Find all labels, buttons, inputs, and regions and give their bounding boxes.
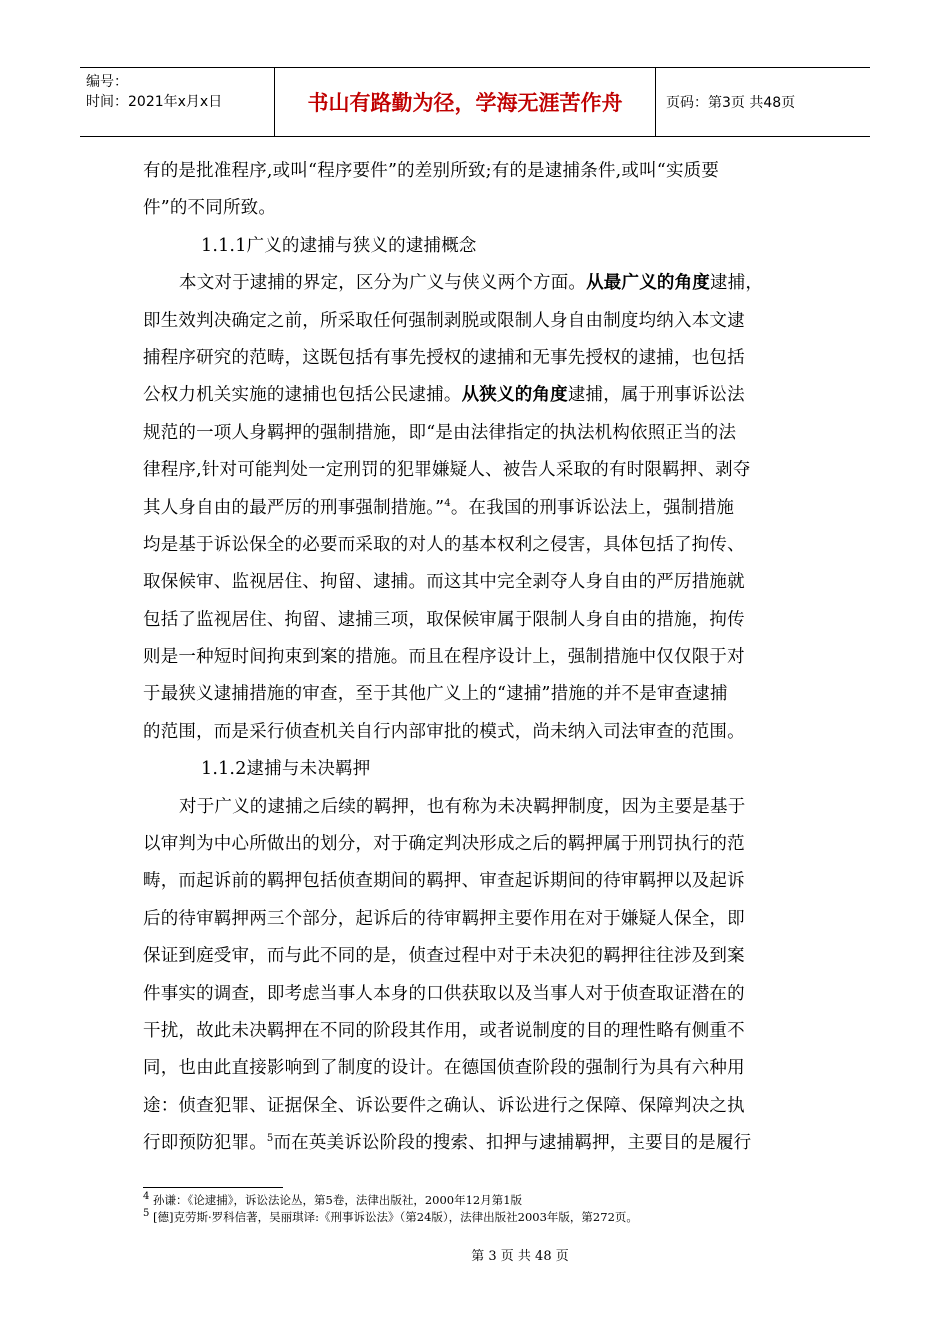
paragraph-line: 保证到庭受审，而与此不同的是，侦查过程中对于未决犯的羁押往往涉及到案	[143, 946, 745, 967]
paragraph-line: 包括了监视居住、拘留、逮捕三项，取保候审属于限制人身自由的措施，拘传	[143, 609, 745, 630]
paragraph-line: 捕程序研究的范畴，这既包括有事先授权的逮捕和无事先授权的逮捕，也包括	[143, 347, 745, 368]
paragraph-line	[143, 1125, 813, 1162]
paragraph-line: 件事实的调查，即考虑当事人本身的口供获取以及当事人对于侦查取证潜在的	[143, 983, 745, 1004]
paragraph-line: 规范的一项人身羁押的强制措施，即“是由法律指定的执法机构依照正当的法	[143, 422, 737, 443]
footnote-ref-4[interactable]: 4	[444, 497, 451, 509]
paragraph-line: 对于广义的逮捕之后续的羁押，也有称为未决羁押制度，因为主要是基于	[179, 796, 746, 817]
paragraph-line: 则是一种短时间拘束到案的措施。而且在程序设计上，强制措施中仅仅限于对	[143, 647, 745, 668]
paragraph-line: 干扰，故此未决羁押在不同的阶段其作用，或者说制度的目的理性略有侧重不	[143, 1020, 745, 1041]
paragraph-line: 于最狭义逮捕措施的审查，至于其他广义上的“逮捕”措施的并不是审查逮捕	[143, 684, 728, 705]
paragraph-line: 以审判为中心所做出的划分，对于确定判决形成之后的羁押属于刑罚执行的范	[143, 834, 745, 855]
paragraph-line: 即生效判决确定之前，所采取任何强制剥脱或限制人身自由制度均纳入本文逮	[143, 310, 745, 331]
text-span: 行即预防犯罪。	[143, 1133, 267, 1154]
header-page-info: 页码：第3页 共48页	[666, 95, 796, 111]
paragraph-line: 件”的不同所致。	[143, 198, 277, 219]
text-span: 本文对于逮捕的界定，区分为广义与侠义两个方面。	[179, 273, 587, 294]
paragraph-line	[143, 377, 813, 414]
page-header	[80, 67, 870, 137]
header-meta	[80, 68, 275, 136]
paragraph-line: 取保候审、监视居住、拘留、逮捕。而这其中完全剥夺人身自由的严厉措施就	[143, 572, 745, 593]
header-motto: 书山有路勤为径，学海无涯苦作舟	[275, 68, 656, 136]
paragraph-line: 后的待审羁押两三个部分，起诉后的待审羁押主要作用在对于嫌疑人保全，即	[143, 908, 745, 929]
paragraph-line	[143, 265, 813, 302]
page-footer: 第 3 页 共 48 页	[471, 1249, 569, 1264]
document-date: 时间：2021年x月x日	[86, 94, 223, 110]
text-span: 。在我国的刑事诉讼法上，强制措施	[450, 497, 735, 518]
document-number-label: 编号：	[86, 74, 128, 90]
footnotes	[143, 1192, 843, 1226]
text-span: 而在英美诉讼阶段的搜索、扣押与逮捕羁押，主要目的是履行	[273, 1133, 752, 1154]
section-heading: 1.1.1广义的逮捕与狭义的逮捕概念	[201, 235, 477, 256]
footnote-number: 4	[143, 1191, 150, 1203]
text-span: 逮捕，	[710, 273, 764, 294]
text-span: 公权力机关实施的逮捕也包括公民逮捕。	[143, 385, 462, 406]
footnote-4	[143, 1192, 843, 1209]
footnote-number: 5	[143, 1208, 150, 1220]
paragraph-line: 的范围，而是采行侦查机关自行内部审批的模式，尚未纳入司法审查的范围。	[143, 721, 745, 742]
bold-term: 从最广义的角度	[586, 273, 711, 294]
bold-term: 从狭义的角度	[461, 385, 568, 406]
paragraph-line: 同，也由此直接影响到了制度的设计。在德国侦查阶段的强制行为具有六种用	[143, 1058, 745, 1079]
paragraph-line: 畴，而起诉前的羁押包括侦查期间的羁押、审查起诉期间的待审羁押以及起诉	[143, 871, 745, 892]
footnote-text: [德]克劳斯·罗科信著，吴丽琪译:《刑事诉讼法》（第24版），法律出版社2003年版，第272页。	[153, 1210, 638, 1224]
footnote-ref-5[interactable]: 5	[266, 1133, 274, 1145]
footnote-separator	[143, 1187, 283, 1188]
paragraph-line: 途：侦查犯罪、证据保全、诉讼要件之确认、诉讼进行之保障、保障判决之执	[143, 1095, 745, 1116]
text-span: 其人身自由的最严厉的刑事强制措施。”	[143, 497, 445, 518]
section-heading: 1.1.2逮捕与未决羁押	[201, 759, 371, 780]
text-span: 逮捕，属于刑事诉讼法	[567, 385, 745, 406]
paragraph-line: 律程序,针对可能判处一定刑罚的犯罪嫌疑人、被告人采取的有时限羁押、剥夺	[143, 460, 751, 481]
footnote-5	[143, 1209, 843, 1226]
footnote-text: 孙谦：《论逮捕》，诉讼法论丛，第5卷，法律出版社，2000年12月第1版	[153, 1193, 523, 1207]
paragraph-line	[143, 490, 813, 527]
paragraph-line: 均是基于诉讼保全的必要而采取的对人的基本权利之侵害，具体包括了拘传、	[143, 534, 745, 555]
paragraph-line: 有的是批准程序,或叫“程序要件”的差别所致;有的是逮捕条件,或叫“实质要	[143, 161, 720, 181]
document-body	[143, 153, 813, 1163]
